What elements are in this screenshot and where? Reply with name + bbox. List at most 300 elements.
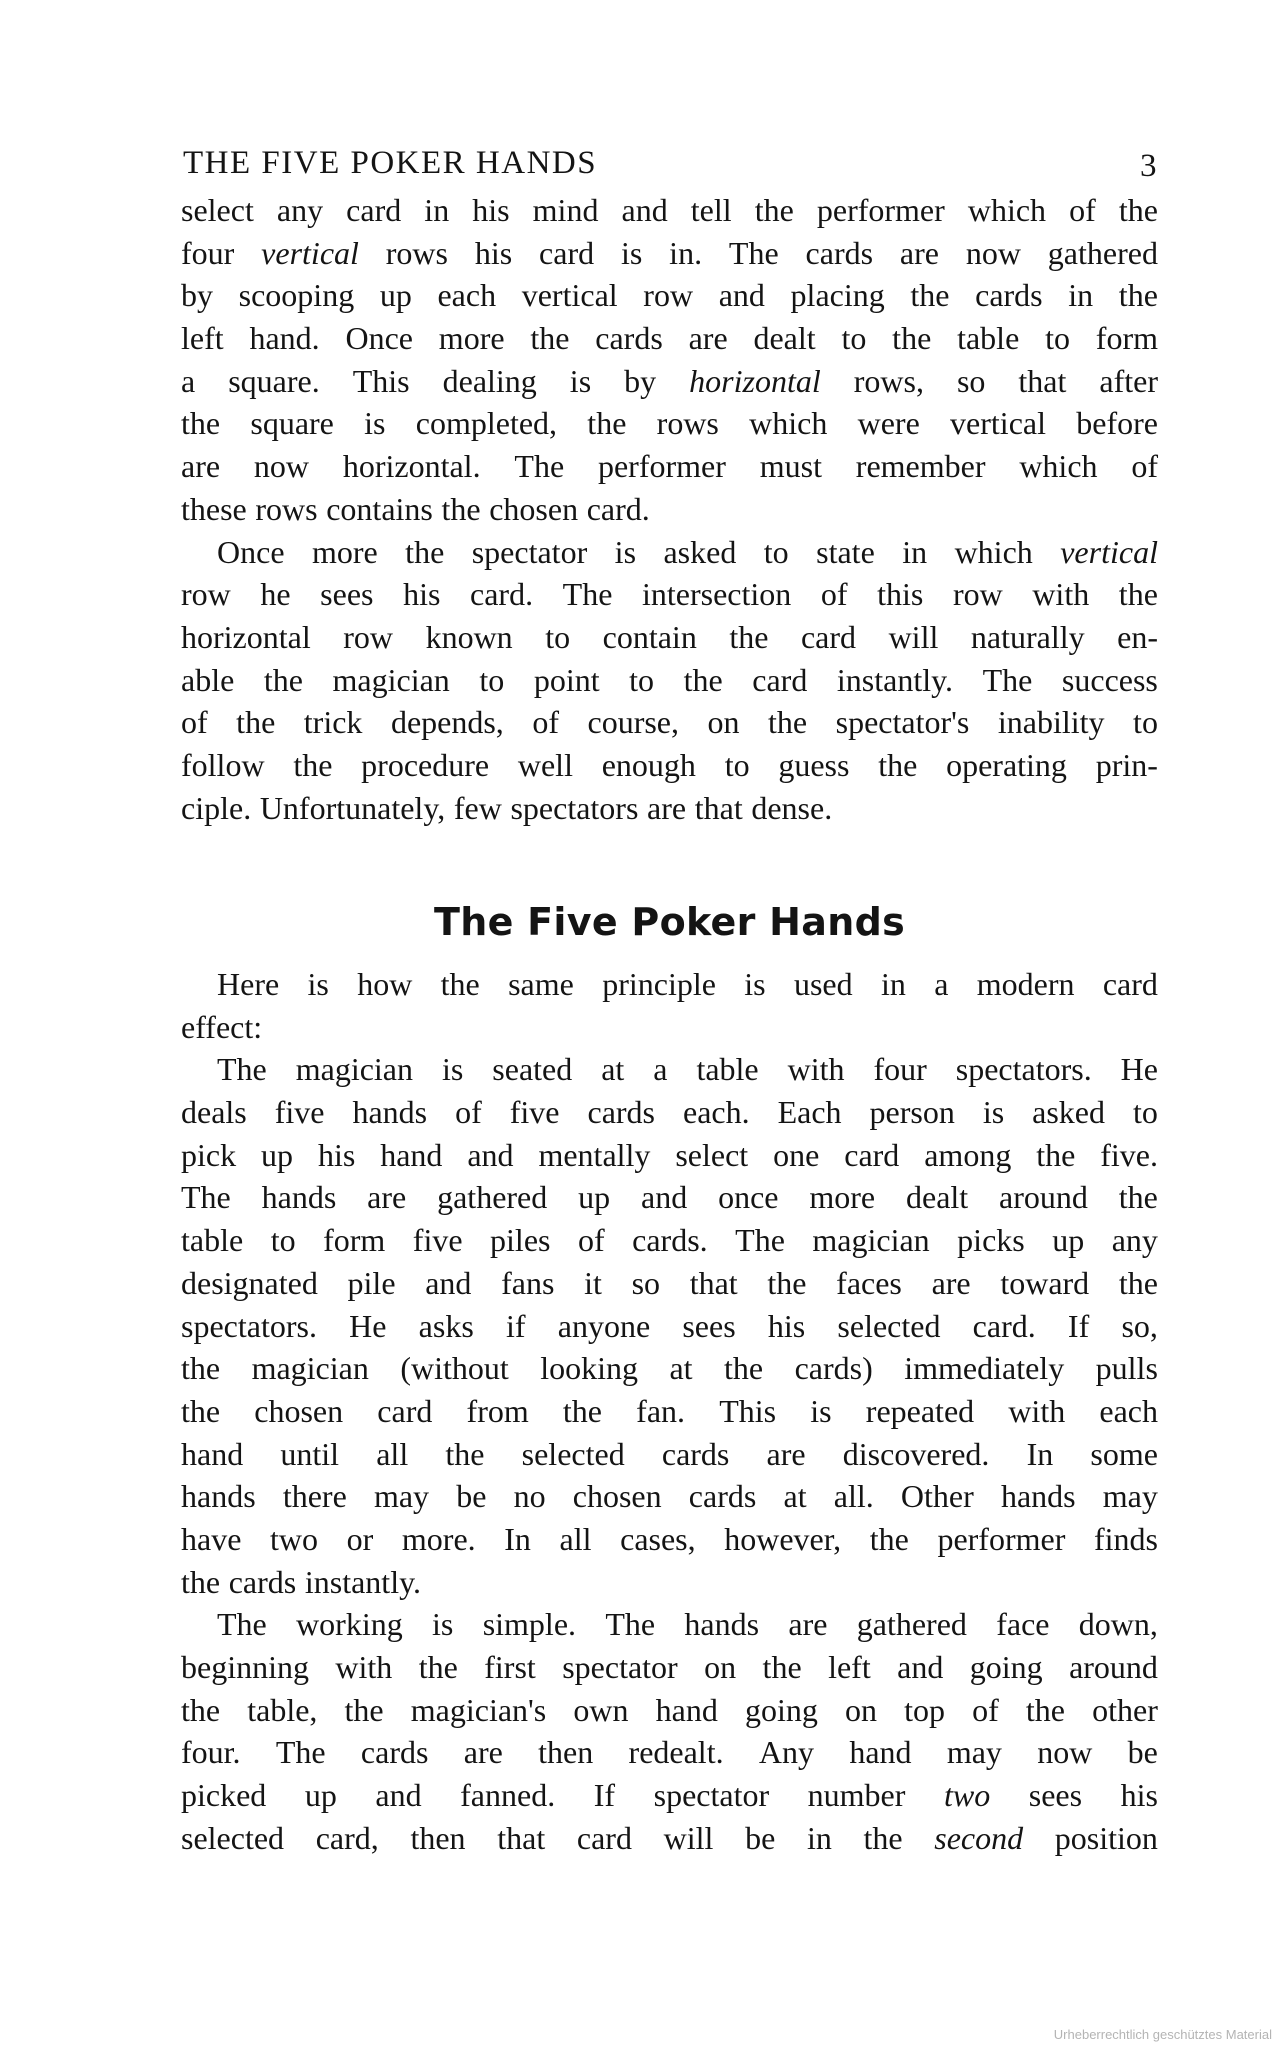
word: card bbox=[1102, 966, 1158, 1002]
emphasized-word: two bbox=[943, 1777, 991, 1814]
word: point bbox=[533, 661, 600, 698]
word: placing bbox=[790, 277, 885, 314]
word: the bbox=[181, 1350, 221, 1387]
word: cards bbox=[805, 234, 874, 271]
text-line bbox=[181, 1646, 1158, 1689]
word: the bbox=[1025, 1691, 1065, 1728]
word: each bbox=[1099, 1392, 1158, 1429]
text-line bbox=[181, 659, 1158, 702]
word: of bbox=[820, 576, 848, 613]
word: row bbox=[181, 576, 231, 613]
word: repeated bbox=[865, 1392, 975, 1429]
word: Once bbox=[217, 533, 285, 570]
word: form bbox=[1095, 320, 1158, 357]
word: square. bbox=[228, 362, 320, 399]
word: which bbox=[1019, 448, 1098, 485]
word: picks bbox=[957, 1222, 1025, 1259]
word: table bbox=[957, 320, 1020, 357]
word: in bbox=[880, 966, 906, 1002]
word: more bbox=[438, 320, 505, 357]
word: deals bbox=[181, 1094, 247, 1131]
text-line bbox=[181, 402, 1158, 445]
text-line bbox=[181, 317, 1158, 360]
word: to bbox=[629, 661, 655, 698]
word: prin- bbox=[1095, 746, 1158, 783]
word: piles bbox=[490, 1222, 551, 1259]
word: the bbox=[1118, 576, 1158, 613]
word: from bbox=[466, 1392, 529, 1429]
word: fan. bbox=[636, 1392, 686, 1429]
word: magician bbox=[332, 661, 450, 698]
word: The bbox=[275, 1734, 326, 1771]
text-line bbox=[181, 1731, 1158, 1774]
word: and bbox=[425, 1264, 472, 1301]
word: is bbox=[982, 1094, 1005, 1131]
text-line bbox=[181, 1774, 1158, 1817]
word: is bbox=[441, 1051, 464, 1088]
watermark: Urheberrechtlich geschütztes Material bbox=[1053, 2027, 1272, 2042]
word: of bbox=[532, 704, 559, 741]
word: before bbox=[1076, 405, 1158, 442]
word: five bbox=[274, 1094, 325, 1131]
word: with bbox=[787, 1051, 845, 1088]
text-line bbox=[181, 1817, 1158, 1860]
word: scooping bbox=[238, 277, 355, 314]
word: the bbox=[441, 490, 481, 527]
word: cards bbox=[975, 277, 1043, 314]
word: five bbox=[412, 1222, 463, 1259]
word: going bbox=[744, 1691, 818, 1728]
word: must bbox=[759, 448, 822, 485]
word: spectator's bbox=[835, 704, 970, 741]
word: cards bbox=[587, 1094, 655, 1131]
word: of bbox=[1131, 448, 1158, 485]
word: all bbox=[559, 1520, 592, 1557]
body-text-bottom bbox=[181, 963, 1158, 1859]
word: of bbox=[972, 1691, 999, 1728]
word: the bbox=[587, 405, 627, 442]
word: trick bbox=[303, 704, 363, 741]
word: the bbox=[293, 746, 333, 783]
word: chosen bbox=[489, 490, 579, 527]
word: is bbox=[364, 405, 386, 442]
word: select bbox=[675, 1136, 749, 1173]
word: left bbox=[181, 320, 224, 357]
word: Here bbox=[217, 966, 280, 1002]
word: the bbox=[863, 1819, 903, 1856]
word: instantly. bbox=[836, 661, 954, 698]
word: picked bbox=[181, 1777, 267, 1814]
word: spectator bbox=[562, 1649, 678, 1685]
word: a bbox=[181, 362, 196, 399]
running-head-title: THE FIVE POKER HANDS bbox=[183, 145, 598, 181]
word: at bbox=[783, 1478, 807, 1515]
word: and bbox=[897, 1649, 944, 1685]
word: will bbox=[663, 1819, 714, 1856]
word: the bbox=[236, 704, 276, 741]
word: working bbox=[296, 1606, 403, 1643]
word: faces bbox=[836, 1264, 902, 1301]
text-line bbox=[181, 445, 1158, 488]
word: able bbox=[181, 661, 235, 698]
word: spectators. bbox=[181, 1307, 317, 1344]
word: hand bbox=[181, 1435, 244, 1472]
word: up bbox=[379, 277, 412, 314]
word: hand bbox=[655, 1691, 718, 1728]
word: all. bbox=[833, 1478, 874, 1515]
word: mind bbox=[532, 192, 599, 228]
word: his bbox=[403, 576, 441, 613]
word: the bbox=[440, 966, 480, 1002]
word: a bbox=[653, 1051, 668, 1088]
word: the bbox=[754, 192, 794, 228]
word: were bbox=[857, 405, 920, 442]
running-head bbox=[181, 143, 1158, 183]
word: He bbox=[1120, 1051, 1158, 1088]
word: the bbox=[1036, 1136, 1076, 1173]
word: two bbox=[270, 1520, 319, 1557]
word: immediately bbox=[904, 1350, 1065, 1387]
word: card bbox=[752, 661, 808, 698]
text-line bbox=[181, 1390, 1158, 1433]
word: cards bbox=[360, 1734, 429, 1771]
word: anyone bbox=[557, 1307, 651, 1344]
word: table, bbox=[247, 1691, 318, 1728]
word: now bbox=[965, 234, 1021, 271]
word: have bbox=[181, 1520, 242, 1557]
word: rows bbox=[385, 234, 448, 271]
word: Any bbox=[758, 1734, 814, 1771]
word: The bbox=[181, 1179, 231, 1216]
text-line bbox=[181, 1518, 1158, 1561]
word: card. bbox=[586, 490, 650, 527]
word: to bbox=[763, 533, 789, 570]
word: other bbox=[1092, 1691, 1158, 1728]
word: of bbox=[455, 1094, 482, 1131]
word: rows bbox=[255, 490, 318, 527]
word: are bbox=[899, 234, 939, 271]
word: which bbox=[954, 533, 1033, 570]
word: once bbox=[718, 1179, 779, 1216]
word: the bbox=[562, 1392, 602, 1429]
text-line bbox=[181, 1048, 1158, 1091]
word: with bbox=[1032, 576, 1090, 613]
word: contains bbox=[326, 490, 433, 527]
word: effect: bbox=[181, 1008, 263, 1045]
word: cards bbox=[228, 1563, 297, 1600]
word: row bbox=[643, 277, 694, 314]
word: more bbox=[809, 1179, 876, 1216]
word: how bbox=[357, 966, 413, 1002]
word: cards) bbox=[794, 1350, 873, 1387]
word: selected bbox=[837, 1307, 941, 1344]
word: fanned. bbox=[460, 1777, 556, 1814]
word: up bbox=[578, 1179, 611, 1216]
body-text-top bbox=[181, 189, 1158, 829]
word: are bbox=[788, 1606, 828, 1643]
word: the bbox=[1118, 1264, 1158, 1301]
word: is bbox=[620, 234, 643, 271]
word: now bbox=[253, 448, 309, 485]
word: the bbox=[181, 1563, 221, 1600]
word: is bbox=[432, 1606, 454, 1643]
word: position bbox=[1054, 1819, 1158, 1856]
word: are bbox=[766, 1435, 806, 1472]
word: are bbox=[463, 1734, 503, 1771]
word: magician bbox=[251, 1350, 369, 1387]
word: performer bbox=[597, 448, 726, 485]
word: intersection bbox=[642, 576, 792, 613]
word: hands bbox=[1000, 1478, 1076, 1515]
word: he bbox=[260, 576, 291, 613]
word: the bbox=[878, 746, 918, 783]
word: The bbox=[735, 1222, 785, 1259]
word: if bbox=[505, 1307, 526, 1344]
word: the bbox=[263, 661, 303, 698]
section-heading: The Five Poker Hands bbox=[434, 900, 905, 944]
word: there bbox=[282, 1478, 347, 1515]
word: table bbox=[181, 1222, 244, 1259]
emphasized-word: horizontal bbox=[689, 362, 821, 399]
word: simple. bbox=[482, 1606, 577, 1643]
text-line bbox=[181, 787, 1158, 830]
word: en- bbox=[1117, 618, 1158, 655]
word: are bbox=[931, 1264, 971, 1301]
word: the bbox=[181, 1691, 221, 1728]
text-line bbox=[181, 1433, 1158, 1476]
word: and bbox=[621, 192, 668, 228]
text-line bbox=[181, 1305, 1158, 1348]
text-line bbox=[181, 616, 1158, 659]
word: to bbox=[724, 746, 750, 783]
word: by bbox=[624, 362, 657, 399]
text-line bbox=[181, 1475, 1158, 1518]
word: Unfortunately, bbox=[259, 789, 446, 826]
word: same bbox=[508, 966, 574, 1002]
word: more bbox=[311, 533, 378, 570]
paragraph bbox=[181, 531, 1158, 830]
word: procedure bbox=[361, 746, 490, 783]
word: first bbox=[484, 1649, 536, 1685]
word: at bbox=[669, 1350, 693, 1387]
word: ciple. bbox=[181, 789, 252, 826]
word: fans bbox=[501, 1264, 555, 1301]
word: vertical bbox=[521, 277, 618, 314]
word: spectator bbox=[653, 1777, 770, 1814]
word: each bbox=[437, 277, 497, 314]
word: is bbox=[744, 966, 766, 1002]
word: is bbox=[307, 966, 329, 1002]
word: however, bbox=[724, 1520, 842, 1557]
word: magician bbox=[295, 1051, 413, 1088]
paragraph-continued bbox=[181, 189, 1158, 531]
word: chosen bbox=[254, 1392, 344, 1429]
word: the bbox=[1118, 277, 1158, 314]
word: that bbox=[497, 1819, 546, 1856]
paragraph bbox=[181, 963, 1158, 1048]
word: card bbox=[800, 618, 857, 655]
word: square bbox=[250, 405, 334, 442]
word: performer bbox=[937, 1520, 1066, 1557]
word: selected bbox=[181, 1819, 285, 1856]
word: each. bbox=[682, 1094, 750, 1131]
word: the bbox=[1118, 1179, 1158, 1216]
word: the bbox=[181, 405, 221, 442]
word: in bbox=[902, 533, 928, 570]
word: and bbox=[641, 1179, 688, 1216]
word: (without bbox=[400, 1350, 509, 1387]
word: the bbox=[767, 1264, 807, 1301]
text-line bbox=[181, 189, 1158, 232]
word: success bbox=[1061, 661, 1158, 698]
word: with bbox=[335, 1649, 393, 1685]
word: dealt bbox=[753, 320, 816, 357]
word: vertical bbox=[950, 405, 1046, 442]
word: spectator bbox=[471, 533, 588, 570]
word: sees bbox=[1028, 1777, 1083, 1814]
word: The bbox=[605, 1606, 656, 1643]
word: to bbox=[1133, 704, 1158, 741]
word: these bbox=[181, 490, 247, 527]
word: course, bbox=[587, 704, 679, 741]
word: the bbox=[762, 1649, 802, 1685]
word: guess bbox=[778, 746, 850, 783]
word: is bbox=[614, 533, 637, 570]
word: to bbox=[1045, 320, 1070, 357]
text-line bbox=[181, 963, 1158, 1006]
word: of bbox=[577, 1222, 605, 1259]
word: cards bbox=[688, 1478, 757, 1515]
word: redealt. bbox=[628, 1734, 724, 1771]
word: that bbox=[694, 789, 743, 826]
word: card. bbox=[470, 576, 534, 613]
word: Each bbox=[777, 1094, 842, 1131]
word: so bbox=[956, 362, 986, 399]
word: pile bbox=[347, 1264, 396, 1301]
word: Other bbox=[900, 1478, 974, 1515]
text-line bbox=[181, 274, 1158, 317]
word: sees bbox=[320, 576, 374, 613]
word: four bbox=[181, 234, 235, 271]
word: number bbox=[807, 1777, 906, 1814]
word: a bbox=[934, 966, 949, 1002]
word: The bbox=[982, 661, 1033, 698]
word: hand bbox=[380, 1136, 443, 1173]
word: on bbox=[704, 1649, 737, 1685]
word: that bbox=[689, 1264, 738, 1301]
word: dealt bbox=[905, 1179, 969, 1216]
word: is bbox=[569, 362, 592, 399]
word: and bbox=[467, 1136, 514, 1173]
word: horizontal. bbox=[342, 448, 481, 485]
word: top bbox=[904, 1691, 945, 1728]
word: by bbox=[181, 277, 213, 314]
word: down, bbox=[1078, 1606, 1158, 1643]
word: The bbox=[728, 234, 779, 271]
word: cards bbox=[595, 320, 663, 357]
word: He bbox=[349, 1307, 387, 1344]
text-line bbox=[181, 1561, 1158, 1604]
word: up bbox=[1052, 1222, 1085, 1259]
word: to bbox=[841, 320, 867, 357]
word: going bbox=[969, 1649, 1043, 1685]
word: at bbox=[601, 1051, 625, 1088]
word: table bbox=[696, 1051, 759, 1088]
word: spectators bbox=[510, 789, 639, 826]
word: the bbox=[344, 1691, 384, 1728]
word: be bbox=[1127, 1734, 1158, 1771]
word: be bbox=[745, 1819, 776, 1856]
word: rows bbox=[656, 405, 719, 442]
text-line bbox=[181, 1219, 1158, 1262]
word: gathered bbox=[856, 1606, 967, 1643]
word: dealing bbox=[442, 362, 537, 399]
paragraph bbox=[181, 1603, 1158, 1859]
word: The bbox=[514, 448, 565, 485]
word: five. bbox=[1100, 1136, 1158, 1173]
word: If bbox=[1067, 1307, 1090, 1344]
word: magician bbox=[812, 1222, 930, 1259]
word: any bbox=[1111, 1222, 1158, 1259]
word: person bbox=[869, 1094, 955, 1131]
word: hand. bbox=[249, 320, 320, 357]
word: may bbox=[946, 1734, 1002, 1771]
word: dense. bbox=[751, 789, 833, 826]
word: his bbox=[472, 192, 510, 228]
word: The bbox=[217, 1051, 267, 1088]
text-line bbox=[181, 1176, 1158, 1219]
word: beginning bbox=[181, 1649, 309, 1685]
word: to bbox=[479, 661, 505, 698]
word: contain bbox=[602, 618, 697, 655]
text-line bbox=[181, 573, 1158, 616]
word: until bbox=[280, 1435, 340, 1472]
word: hands bbox=[181, 1478, 256, 1515]
word: performer bbox=[816, 192, 945, 228]
word: magician's bbox=[410, 1691, 547, 1728]
word: in bbox=[806, 1819, 832, 1856]
text-line bbox=[181, 360, 1158, 403]
word: In bbox=[504, 1520, 531, 1557]
word: his bbox=[474, 234, 513, 271]
word: so, bbox=[1121, 1307, 1158, 1344]
word: inability bbox=[997, 704, 1105, 741]
word: hand bbox=[849, 1734, 912, 1771]
word: four. bbox=[181, 1734, 241, 1771]
word: looking bbox=[540, 1350, 638, 1387]
word: this bbox=[877, 576, 924, 613]
word: in bbox=[1068, 277, 1094, 314]
text-line bbox=[181, 701, 1158, 744]
word: instantly. bbox=[304, 1563, 421, 1600]
word: to bbox=[545, 618, 571, 655]
word: select bbox=[181, 192, 254, 228]
word: the bbox=[910, 277, 950, 314]
word: asked bbox=[1032, 1094, 1105, 1131]
word: enough bbox=[601, 746, 696, 783]
word: may bbox=[1102, 1478, 1158, 1515]
word: cases, bbox=[620, 1520, 696, 1557]
word: the bbox=[724, 1350, 764, 1387]
text-line bbox=[181, 1006, 1158, 1049]
word: up bbox=[304, 1777, 337, 1814]
word: which bbox=[749, 405, 828, 442]
word: four bbox=[873, 1051, 927, 1088]
word: If bbox=[593, 1777, 616, 1814]
word: around bbox=[1069, 1649, 1158, 1685]
word: row bbox=[952, 576, 1003, 613]
word: the bbox=[530, 320, 570, 357]
